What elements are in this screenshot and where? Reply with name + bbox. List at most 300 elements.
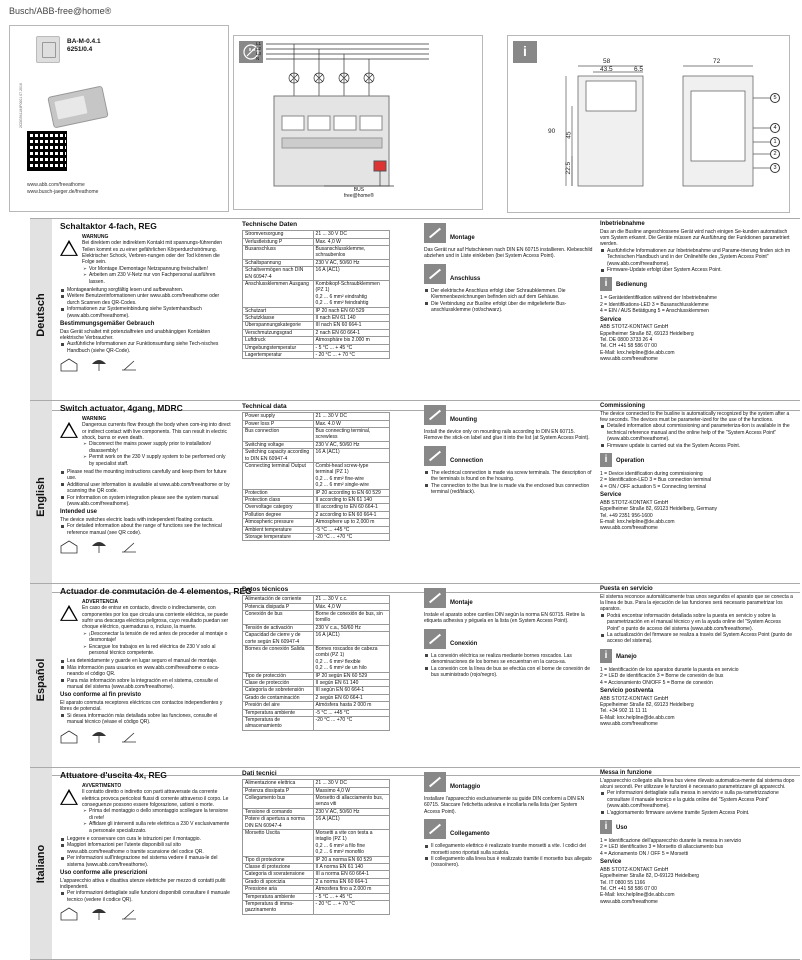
- bullet-item: Montageanleitung sorgfältig lesen und aufbewahren.: [60, 287, 232, 293]
- table-cell: Bornes de conexión Salida: [243, 646, 314, 673]
- table-cell: 21 ... 30 V c.c.: [313, 596, 389, 603]
- bus-label: [344, 187, 374, 199]
- bullet-item: Il collegamento alla linea bus è realizzato tramite il morsetto bus allegato (rosso/nero).: [424, 856, 594, 869]
- technical-data-title: Technische Daten: [242, 221, 298, 228]
- connection-bullets: [424, 288, 594, 314]
- table-cell: Atmosfera fino a 2.000 m: [313, 886, 389, 893]
- language-label: Deutsch: [34, 292, 47, 337]
- info-badge-icon: i: [600, 453, 612, 467]
- bullet-item: For detailed information about the range of functions see the technical reference manual (see QR code).: [60, 523, 232, 536]
- label-l3: L3: [256, 51, 262, 56]
- intended-use-text: Das Gerät schaltet mit potenzialfreien und unabhängigen Kontakten elektrische Verbraucher.: [60, 328, 211, 342]
- operation-legend: [600, 471, 795, 490]
- indoor-icon: [60, 907, 78, 921]
- connection-block: [424, 264, 594, 286]
- table-cell: Tensión de activación: [243, 624, 314, 631]
- table-cell: Grado de contaminación: [243, 694, 314, 701]
- table-row: [243, 856, 390, 863]
- product-thumbnail: [36, 36, 60, 63]
- table-cell: Categoria di sovratensione: [243, 871, 314, 878]
- table-cell: IP 20 according to EN 60 529: [313, 489, 389, 496]
- intended-use-bullets: [60, 523, 232, 536]
- table-row: [243, 709, 390, 716]
- table-cell: Capacidad de cierre y de corte según EN 60947-4: [243, 632, 314, 646]
- table-cell: III según EN 60 664-1: [313, 687, 389, 694]
- table-cell: Tipo de protección: [243, 672, 314, 679]
- bullet-item: La conexión eléctrica se realiza mediante bornes roscados. Las denominaciones de los bornes se encuentran en la carca-sa.: [424, 653, 594, 666]
- connection-block: [424, 819, 594, 841]
- table-cell: 2 according to EN 60 664-1: [313, 511, 389, 518]
- table-row: [243, 329, 390, 336]
- table-cell: Connecting terminal Output: [243, 463, 314, 490]
- table-row: [243, 780, 390, 787]
- bullet-item: Más información para usuarios en www.abb.com/freeathome o esca-neando el código QR.: [60, 665, 232, 678]
- table-cell: III according to EN 60 664-1: [313, 504, 389, 511]
- safety-column: [60, 221, 232, 372]
- warning-bullets: [82, 266, 232, 285]
- operation-block: [600, 275, 795, 293]
- table-cell: Luftdruck: [243, 337, 314, 344]
- bullet-item: Lea detenidamente y guarde en lugar seguro el manual de montaje.: [60, 658, 232, 664]
- table-row: [243, 808, 390, 815]
- bullet-item: Weitere Benutzerinformationen unter www.abb.com/freeathome oder durch Scannen des QR-Codes.: [60, 293, 232, 306]
- table-cell: II nach EN 61 140: [313, 315, 389, 322]
- intended-use-title: Uso conforme alle prescrizioni: [60, 869, 148, 876]
- commissioning-text: El sistema reconoce automáticamente tras unos segundos el aparato que se conecta a la línea de bus. Para la ejecución de las funciones será necesario parametrizar los aparatos.: [600, 593, 793, 613]
- bullet-item: Die Verbindung zur Busline erfolgt über die mitgelieferte Bus-anschlussklemme (rot/schwarz).: [424, 301, 594, 314]
- table-cell: -5 °C ... +45 °C: [313, 709, 389, 716]
- product-title: Schaltaktor 4-fach, REG: [60, 221, 157, 231]
- bullet-item: La conexión con la línea de bus se efectúa con el borne de conexión de bus suministrado (rojo/negro).: [424, 666, 594, 679]
- table-cell: Tensione di comando: [243, 808, 314, 815]
- bullet-item: Informationen zur Systemeinbindung siehe Systemhandbuch (www.abb.com/freeathome).: [60, 306, 232, 319]
- commissioning-title: Messa in funzione: [600, 770, 652, 776]
- table-row: [243, 238, 390, 245]
- table-cell: Protection class: [243, 497, 314, 504]
- text-line: 2 = LED identificativo 3 = Morsetto di allacciamento bus: [600, 844, 724, 851]
- operation-legend: [600, 838, 795, 857]
- commissioning-column: [600, 586, 795, 728]
- symbol-row: [60, 540, 232, 554]
- operation-block: [600, 451, 795, 469]
- table-cell: 230 V AC, 50/60 Hz: [313, 808, 389, 815]
- table-row: [243, 511, 390, 518]
- table-cell: Conexión de bus: [243, 611, 314, 625]
- table-cell: Bornes roscados de cabeza combi (PZ 1) 0,2 ... 6 mm² flexible 0,2 ... 6 mm² de un hilo: [313, 646, 389, 673]
- table-cell: Kombikopf-Schraubklemmen (PZ 1) 0,2 ... 6 mm² eindrahtig 0,2 ... 6 mm² feindrahtig: [313, 281, 389, 308]
- dim-22-5: 22.5: [565, 161, 573, 175]
- table-row: [243, 315, 390, 322]
- service-address: [600, 867, 795, 905]
- operation-block: [600, 818, 795, 836]
- table-cell: Max. 4.0 W: [313, 420, 389, 427]
- bullet-item: Si desea información más detallada sobre las funciones, consulte el manual técnico (véase el código QR).: [60, 713, 232, 726]
- table-row: [243, 687, 390, 694]
- language-tab: [30, 584, 52, 775]
- table-cell: II A norma EN 61 140: [313, 864, 389, 871]
- dim-72: 72: [713, 58, 721, 65]
- connection-diagram: [233, 35, 483, 210]
- info-badge-icon: i: [600, 820, 612, 834]
- text-line: 1 = Identificazione dell'apparecchio durante la messa in servizio: [600, 838, 742, 845]
- bullet-item: L'aggiornamento firmware avviene tramite System Access Point.: [600, 810, 795, 816]
- table-cell: Schutzart: [243, 307, 314, 314]
- bullet-item: Per informazioni dettagliate sulla messa in servizio e sulla pa-rametrizzazione consultare il manuale tecnico e la guida online del "System Access Point" (www.abb.com/freeathome).: [600, 790, 795, 809]
- mounting-text: Install the device only on mounting rails according to DIN EN 60715. Remove the stick-on label and glue it into the list (at System Access Point).: [424, 429, 590, 442]
- mounting-title: Montaggio: [450, 784, 481, 790]
- table-cell: Máx. 4,0 W: [313, 603, 389, 610]
- technical-data-title: Technical data: [242, 403, 287, 410]
- table-cell: Clase de protección: [243, 680, 314, 687]
- table-row: [243, 893, 390, 900]
- warning-icon: [60, 789, 78, 805]
- screwdriver-icon: [424, 223, 446, 243]
- language-label: English: [34, 476, 47, 517]
- product-title: Switch actuator, 4gang, MDRC: [60, 403, 183, 413]
- table-row: [243, 611, 390, 625]
- bullet-item: ➢ Disconnect the mains power supply prior to installation/ disassembly!: [82, 441, 232, 454]
- bullet-item: Podrá encontrar información detallada sobre la puesta en servicio y sobre la parametrización en el manual técnico y en la ayuda online del "System Access Point" o punto de acceso del sistema (www.abb.com/freeathome).: [600, 613, 795, 632]
- text-line: 1 = Device identification during commissioning: [600, 471, 703, 478]
- table-cell: -5 °C ... +45 °C: [313, 526, 389, 533]
- commissioning-title: Inbetriebnahme: [600, 221, 645, 227]
- text-line: 1 = Geräteidentifikation während der Inbetriebnahme: [600, 295, 717, 302]
- callout-1: 1: [770, 137, 780, 147]
- table-cell: - 5 °C ... + 45 °C: [313, 344, 389, 351]
- table-row: [243, 632, 390, 646]
- table-row: [243, 351, 390, 358]
- text-line: E-mail: knx.helpline@de.abb.com: [600, 519, 675, 526]
- table-cell: Lagertemperatur: [243, 351, 314, 358]
- bullet-item: ➢ Affidare gli interventi sulla rete elettrica a 230 V esclusivamente a personale specializzato.: [82, 821, 232, 834]
- connection-bullets: [424, 843, 594, 869]
- text-line: E-Mail: knx.helpline@de.abb.com: [600, 714, 675, 721]
- commissioning-title: Commissioning: [600, 403, 646, 409]
- table-cell: 230 V AC, 50/60 Hz: [313, 259, 389, 266]
- technical-data-title: Datos técnicos: [242, 586, 289, 593]
- bullet-item: ➢ Encargue los trabajos en la red eléctrica de 230 V solo al personal técnico competente.: [82, 644, 232, 657]
- technical-column: [242, 221, 390, 359]
- text-line: Eppelheimer Straße 82, 69123 Heidelberg, Germany: [600, 506, 718, 513]
- table-cell: Umgebungstemperatur: [243, 344, 314, 351]
- table-cell: 2 nach EN 60 664-1: [313, 329, 389, 336]
- commissioning-column: [600, 403, 795, 532]
- text-line: Tel. CH +41 58 586 07 00: [600, 886, 657, 893]
- ip20-icon: [90, 907, 108, 921]
- bullet-item: La actualización del firmware se realiza a través del System Access Point (punto de acceso del sistema).: [600, 632, 795, 645]
- table-cell: Bus connection: [243, 428, 314, 442]
- qr-code[interactable]: [27, 131, 67, 171]
- table-cell: Power loss P: [243, 420, 314, 427]
- text-line: 4 = Azionamento ON / OFF 5 = Morsetti: [600, 850, 689, 857]
- screwdriver-icon: [424, 772, 446, 792]
- url-busch[interactable]: www.busch-jaeger.de/freathome: [27, 189, 99, 195]
- table-cell: 230 V AC, 50/60 Hz: [313, 441, 389, 448]
- table-cell: -20 °C ... +70 °C: [313, 716, 389, 730]
- warning-block: [60, 416, 232, 467]
- bullet-item: The connection to the bus line is made via the enclosed bus connection terminal (red/black).: [424, 483, 594, 496]
- indoor-icon: [60, 730, 78, 744]
- model-line-1: BA-M-0.4.1: [67, 38, 101, 45]
- mounting-title: Montage: [450, 235, 475, 241]
- safety-column: [60, 770, 232, 921]
- warning-block: [60, 783, 232, 834]
- service-address: [600, 696, 795, 728]
- table-row: [243, 420, 390, 427]
- table-cell: Morsetto Uscita: [243, 830, 314, 857]
- text-line: Eppelheimer Straße 82, 69123 Heidelberg: [600, 702, 694, 709]
- table-row: [243, 646, 390, 673]
- dim-45: 45: [565, 131, 573, 139]
- table-cell: Temperatura de almacenamiento: [243, 716, 314, 730]
- warning-bullets: [82, 808, 232, 834]
- installation-column: [424, 770, 594, 869]
- table-row: [243, 878, 390, 885]
- table-cell: 2 a norma EN 60 664-1: [313, 878, 389, 885]
- freeathome-text: free@home®: [344, 193, 374, 199]
- table-row: [243, 624, 390, 631]
- general-bullets: [60, 469, 232, 507]
- section-deutsch: [30, 218, 800, 411]
- mounting-block: [424, 405, 594, 427]
- table-cell: 21 ... 30 V DC: [313, 231, 389, 238]
- general-bullets: [60, 658, 232, 690]
- bullet-item: Per informazioni sull'integrazione nel sistema vedere il manua-le del sistema (www.abb.com/freeathome).: [60, 855, 232, 868]
- connection-title: Conexión: [450, 640, 478, 647]
- table-row: [243, 694, 390, 701]
- service-title: Service: [600, 316, 622, 323]
- intended-use-text: The device switches electric loads with independent floating contacts.: [60, 517, 214, 524]
- indoor-icon: [60, 540, 78, 554]
- warning-icon: [60, 605, 78, 621]
- operation-title: Operation: [616, 458, 645, 465]
- text-line: ABB STOTZ-KONTAKT GmbH: [600, 499, 669, 506]
- commissioning-text: The device connected to the busline is automatically recognized by the system after a few seconds. The devices must be parameter-ized for the use of the functions.: [600, 410, 790, 424]
- table-row: [243, 533, 390, 540]
- table-row: [243, 830, 390, 857]
- intended-use-text: El aparato conmuta receptores eléctricos con contactos independientes y libres de potencial.: [60, 700, 223, 713]
- table-row: [243, 322, 390, 329]
- warning-text: En caso de entrar en contacto, directo o indirectamente, con componentes por los que circula una corriente eléctrica, se puede sufrir una descarga eléctrica peligrosa, cuyo resultado puedan ser choque eléctrico, quemaduras o, incluso, la muerte.: [82, 605, 229, 631]
- bullet-item: ➢ Arbeiten am 230 V-Netz nur von Fachpersonal ausführen lassen.: [82, 272, 232, 285]
- table-row: [243, 413, 390, 420]
- table-cell: 16 A (AC1): [313, 267, 389, 281]
- technical-column: [242, 586, 390, 731]
- warning-icon: [60, 240, 78, 256]
- table-cell: Bus connecting terminal, screwless: [313, 428, 389, 442]
- section-español: [30, 583, 800, 776]
- mounting-block: [424, 772, 594, 794]
- connection-tool-icon: [424, 629, 446, 649]
- table-cell: Temperatura ambiente: [243, 709, 314, 716]
- table-row: [243, 603, 390, 610]
- bullet-item: ➢ Prima del montaggio o dello smontaggio scollegare la tensione di rete!: [82, 808, 232, 821]
- label-l1: L1: [256, 41, 262, 46]
- table-row: [243, 449, 390, 463]
- table-row: [243, 702, 390, 709]
- table-cell: Pollution degree: [243, 511, 314, 518]
- table-cell: Busanschlussklemme, schraubenlos: [313, 246, 389, 260]
- table-row: [243, 259, 390, 266]
- table-row: [243, 672, 390, 679]
- table-cell: Overvoltage category: [243, 504, 314, 511]
- table-cell: Classe di protezione: [243, 864, 314, 871]
- bullet-item: Il collegamento elettrico è realizzato tramite morsetti a vite. I codici dei morsetti sono riportati sulla scatola.: [424, 843, 594, 856]
- temperature-icon: [120, 540, 138, 554]
- bullet-item: Detailed information about commissioning and parameteriza-tion is available in the technical reference manual and the online help of the "System Access Point" (www.abb.com/freeathome).: [600, 423, 795, 442]
- symbol-row: [60, 730, 232, 744]
- operation-legend: [600, 295, 795, 314]
- table-row: [243, 787, 390, 794]
- warning-text: Il contatto diretto o indiretto con parti attraversate da corrente elettrica provoca pericolosi flussi di corrente attraverso il corpo. Le conseguenze possono essere folgorazione, ustioni o morte.: [82, 789, 229, 809]
- connection-title: Collegamento: [450, 831, 490, 838]
- symbol-row: [60, 358, 232, 372]
- intended-use-text: L'apparecchio attiva e disattiva utenze elettriche per mezzo di contatti puliti indipendenti.: [60, 877, 226, 891]
- table-cell: Verlustleistung P: [243, 238, 314, 245]
- connection-tool-icon: [424, 264, 446, 284]
- table-row: [243, 246, 390, 260]
- table-row: [243, 795, 390, 809]
- operation-title: Bedienung: [616, 282, 647, 289]
- intended-use-title: Uso conforme al fin previsto: [60, 692, 142, 699]
- table-cell: -20 °C ... +70 °C: [313, 533, 389, 540]
- text-line: 2 = Identifikations-LED 3 = Busanschlussklemme: [600, 301, 709, 308]
- text-line: Tel. CH +41 58 586 07 00: [600, 343, 657, 350]
- table-row: [243, 519, 390, 526]
- table-cell: Schaltvermögen nach DIN EN 60947-4: [243, 267, 314, 281]
- bullet-item: Leggere e conservare con cura le istruzioni per il montaggio.: [60, 836, 232, 842]
- service-title: Service: [600, 492, 622, 499]
- operation-title: Manejo: [616, 653, 637, 660]
- bullet-item: Para más información sobre la integración en el sistema, consulte el manual del sistema (www.abb.com/freeathome).: [60, 678, 232, 691]
- table-cell: - 5 °C ... + 45 °C: [313, 893, 389, 900]
- text-line: Eppelheimer Straße 82, 69123 Heidelberg: [600, 330, 694, 337]
- text-line: Tel. +34 902 11 11 11: [600, 708, 648, 715]
- table-cell: II according to EN 61 140: [313, 497, 389, 504]
- table-cell: Schutzklasse: [243, 315, 314, 322]
- commissioning-bullets: [600, 423, 795, 449]
- general-bullets: [60, 836, 232, 868]
- language-label: Italiano: [34, 844, 47, 883]
- dim-6-5: 6.5: [634, 66, 644, 73]
- table-cell: Protection: [243, 489, 314, 496]
- dim-43-5: 43.5: [600, 66, 613, 73]
- table-row: [243, 504, 390, 511]
- table-cell: III a norma EN 60 664-1: [313, 871, 389, 878]
- bullet-item: Firmware-Update erfolgt über System Access Point.: [600, 267, 795, 273]
- product-title: Attuatore d'uscita 4x, REG: [60, 770, 167, 780]
- table-row: [243, 871, 390, 878]
- installation-column: [424, 403, 594, 495]
- connection-bullets: [424, 653, 594, 679]
- table-cell: Massimo 4,0 W: [313, 787, 389, 794]
- table-cell: Temperatura ambiente: [243, 893, 314, 900]
- text-line: Tel. IT 0800 55 1166: [600, 879, 646, 886]
- text-line: E-Mail: knx.helpline@de.abb.com: [600, 892, 675, 899]
- table-cell: IP 20 nach EN 60 529: [313, 307, 389, 314]
- table-cell: Grado di sporcizia: [243, 878, 314, 885]
- symbol-row: [60, 907, 232, 921]
- table-cell: 21 ... 30 V DC: [313, 780, 389, 787]
- bullet-item: The electrical connection is made via screw terminals. The description of the terminals is found on the housing.: [424, 470, 594, 483]
- technical-data-table: [242, 595, 390, 730]
- table-cell: Verschmutzungsgrad: [243, 329, 314, 336]
- label-l2: L2: [256, 46, 262, 51]
- technical-data-title: Dati tecnici: [242, 770, 277, 777]
- installation-column: [424, 586, 594, 678]
- commissioning-column: [600, 770, 795, 905]
- bullet-item: Ausführliche Informationen zur Inbetriebnahme und Parame-trierung finden sich im Technischen Handbuch und in der Onlinehilfe des „System Access Point" (www.abb.com/freeathome).: [600, 248, 795, 267]
- intended-use-bullets: [60, 713, 232, 726]
- text-line: ABB STOTZ-KONTAKT GmbH: [600, 695, 669, 702]
- service-title: Servicio postventa: [600, 687, 654, 694]
- table-row: [243, 337, 390, 344]
- service-title: Service: [600, 859, 622, 866]
- technical-column: [242, 403, 390, 541]
- commissioning-text: Das an die Busline angeschlossene Gerät wird nach einigen Se-kunden automatisch vom System erkannt. Die Geräte müssen zur Ausführung der Funktionen parametriert werden.: [600, 228, 790, 248]
- intended-use-bullets: [60, 341, 232, 354]
- table-row: [243, 307, 390, 314]
- technical-data-table: [242, 779, 390, 914]
- product-panel: [9, 25, 229, 212]
- table-cell: Power supply: [243, 413, 314, 420]
- text-line: E-Mail: knx.helpline@de.abb.com: [600, 349, 675, 356]
- connection-tool-icon: [424, 446, 446, 466]
- table-cell: Potere di apertura a norma DIN EN 60947-4: [243, 816, 314, 830]
- connection-block: [424, 446, 594, 468]
- service-address: [600, 324, 795, 362]
- table-cell: Überspannungskategorie: [243, 322, 314, 329]
- info-icon: i: [513, 41, 537, 63]
- table-cell: II según EN 61 140: [313, 680, 389, 687]
- text-line: www.abb.com/freeathome: [600, 356, 658, 363]
- general-bullets: [60, 287, 232, 319]
- language-tab: [30, 219, 52, 410]
- table-cell: Stromversorgung: [243, 231, 314, 238]
- table-cell: Storage temperature: [243, 533, 314, 540]
- temperature-icon: [120, 358, 138, 372]
- table-cell: 16 A (AC1): [313, 632, 389, 646]
- connection-block: [424, 629, 594, 651]
- url-abb[interactable]: www.abb.com/freeathome: [27, 182, 85, 188]
- text-line: 2 = Identification-LED 3 = Bus connection terminal: [600, 477, 712, 484]
- bullet-item: Der elektrische Anschluss erfolgt über Schraubklemmen. Die Klemmenbezeichnungen befinden sich auf dem Gehäuse.: [424, 288, 594, 301]
- bullet-item: For information on system integration please see the system manual (www.abb.com/freeathome).: [60, 495, 232, 508]
- table-row: [243, 680, 390, 687]
- table-row: [243, 716, 390, 730]
- wiring-schematic: [234, 36, 484, 211]
- warning-title: WARNUNG: [82, 233, 109, 240]
- technical-column: [242, 770, 390, 915]
- table-cell: 16 A (AC1): [313, 449, 389, 463]
- warning-title: AVVERTIMENTO: [82, 782, 122, 789]
- warning-block: [60, 234, 232, 285]
- table-cell: Alimentazione elettrica: [243, 780, 314, 787]
- connection-title: Connection: [450, 457, 483, 464]
- text-line: 4 = EIN / AUS Betätigung 5 = Anschlussklemmen: [600, 308, 709, 315]
- table-cell: Switching voltage: [243, 441, 314, 448]
- text-line: www.abb.com/freeathome: [600, 721, 658, 728]
- warning-block: [60, 599, 232, 657]
- product-photo: [47, 86, 108, 129]
- ip20-icon: [90, 540, 108, 554]
- phase-labels: [256, 41, 261, 61]
- warning-icon: [60, 422, 78, 438]
- screwdriver-icon: [424, 588, 446, 608]
- bullet-item: Please read the mounting instructions carefully and keep them for future use.: [60, 469, 232, 482]
- intended-use-title: Bestimmungsgemäßer Gebrauch: [60, 320, 155, 327]
- language-tab: [30, 768, 52, 959]
